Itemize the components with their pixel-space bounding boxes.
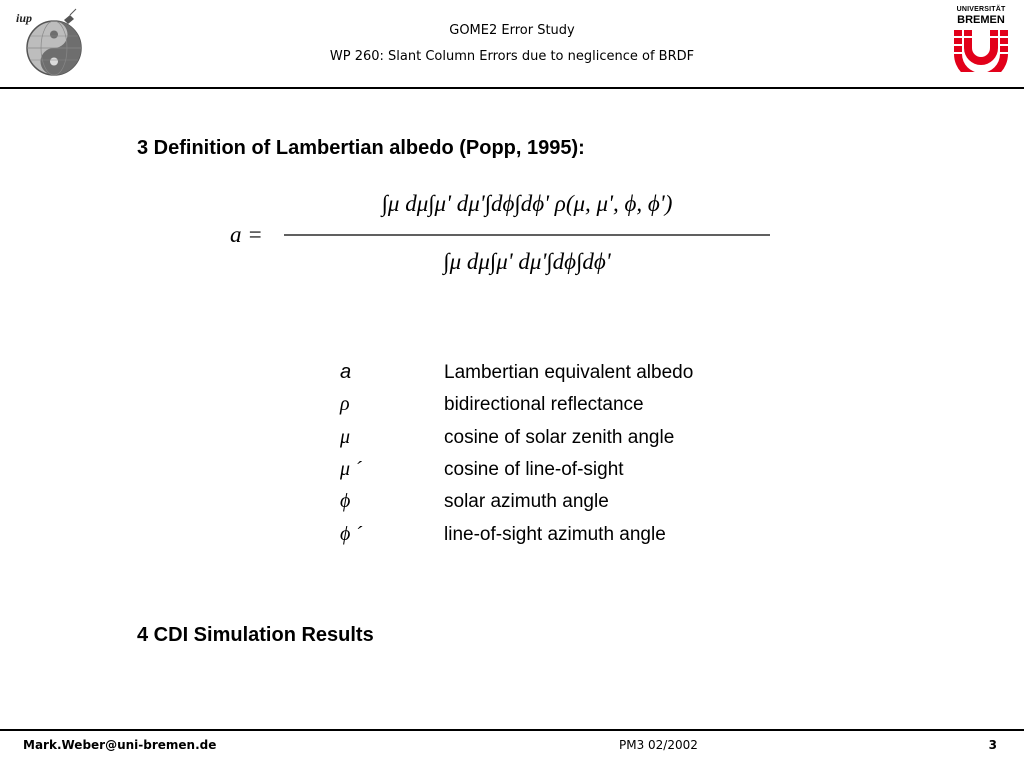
legend-description: Lambertian equivalent albedo: [444, 362, 694, 383]
legend-symbol: ϕ: [340, 490, 351, 512]
footer-email: Mark.Weber@uni-bremen.de: [23, 738, 217, 752]
iup-logo: [12, 6, 90, 78]
formula-numerator: ∫μ dμ∫μ' dμ'∫dϕ∫dϕ' ρ(μ, μ', ϕ, ϕ'): [381, 191, 673, 216]
page-number: 3: [988, 738, 997, 752]
footer-date: PM3 02/2002: [619, 738, 698, 752]
header-subtitle: WP 260: Slant Column Errors due to neglicence of BRDF: [329, 49, 695, 64]
legend-description: cosine of line-of-sight: [444, 459, 624, 480]
header-title: GOME2 Error Study: [449, 23, 575, 38]
legend-symbol: ϕ ´: [340, 523, 363, 545]
formula-denominator: ∫μ dμ∫μ' dμ'∫dϕ∫dϕ': [443, 249, 611, 274]
bremen-logo: [950, 6, 1012, 72]
legend-item: [340, 360, 760, 392]
legend-symbol: μ: [340, 426, 351, 448]
header-divider: [0, 87, 1024, 89]
legend-item: [340, 522, 760, 554]
bremen-logo-big-text: BREMEN: [957, 14, 1005, 26]
legend-symbol: ρ: [340, 393, 350, 415]
legend-item: [340, 489, 760, 521]
legend-symbol: a: [340, 361, 352, 383]
legend-description: line-of-sight azimuth angle: [444, 524, 666, 545]
iup-logo-text: iup: [16, 11, 33, 25]
legend-item: [340, 457, 760, 489]
legend-item: [340, 425, 760, 457]
section-4-title: 4 CDI Simulation Results: [137, 624, 374, 646]
footer-divider: [0, 729, 1024, 731]
legend-description: bidirectional reflectance: [444, 394, 644, 415]
legend-symbol: μ ´: [340, 458, 362, 480]
albedo-formula: [228, 176, 788, 296]
legend-item: [340, 392, 760, 424]
legend-description: solar azimuth angle: [444, 491, 609, 512]
legend-description: cosine of solar zenith angle: [444, 427, 675, 448]
bremen-logo-small-text: UNIVERSITÄT: [956, 6, 1006, 13]
section-3-title: 3 Definition of Lambertian albedo (Popp, 1995):: [137, 137, 585, 159]
formula-lhs: a =: [230, 222, 263, 247]
